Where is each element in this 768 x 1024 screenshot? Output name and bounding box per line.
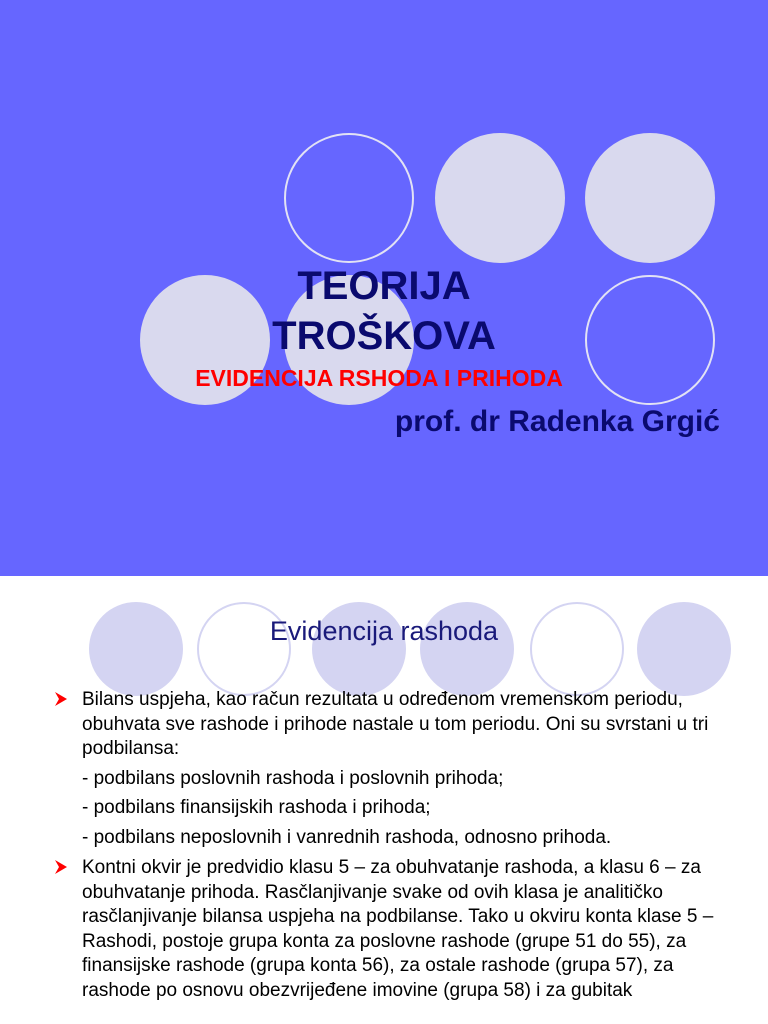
author-name: prof. dr Radenka Grgić <box>394 405 720 438</box>
bullet-item <box>54 856 734 1003</box>
content-slide <box>0 576 768 1024</box>
bullet-item <box>54 688 734 762</box>
slide-title-line2: TROŠKOVA <box>272 314 496 358</box>
slide-body <box>54 688 734 1005</box>
arrow-bullet-icon <box>54 859 68 875</box>
list-item: - podbilans neposlovnih i vanrednih rashoda, odnosno prihoda. <box>82 826 612 848</box>
slide-subtitle: EVIDENCIJA RSHODA I PRIHODA <box>195 365 563 391</box>
list-item: - podbilans poslovnih rashoda i poslovnih prihoda; <box>82 767 504 789</box>
decor-circle <box>435 133 565 263</box>
bullet-text: Bilans uspjeha, kao račun rezultata u određenom vremenskom periodu, obuhvata sve rashode i prihode nastale u tom periodu. Oni su svrstani u tri podbilansa: <box>82 689 709 759</box>
bullet-text: Kontni okvir je predvidio klasu 5 – za obuhvatanje rashoda, a klasu 6 – za obuhvatanje prihoda. Rasčlanjivanje svake od ovih klasa je analitičko rasčlanjivanje bilansa uspjeha na podbilanse. Tako u okviru konta klase 5 – Rashodi, postoje grupa konta za poslovne rashode (grupe 51 do 55), za finansijske rashode (grupa konta 56), za ostale rashode (grupa 57), za rashode po osnovu obezvrijeđene imovine (grupa 58) i za gubitak <box>82 857 714 1001</box>
arrow-bullet-icon <box>54 691 68 707</box>
list-item: - podbilans finansijskih rashoda i prihoda; <box>82 797 431 818</box>
slide-title-line1: TEORIJA <box>297 264 471 308</box>
decor-circle <box>585 133 715 263</box>
decor-circle-outline <box>284 133 414 263</box>
slide-heading: Evidencija rashoda <box>269 616 499 646</box>
